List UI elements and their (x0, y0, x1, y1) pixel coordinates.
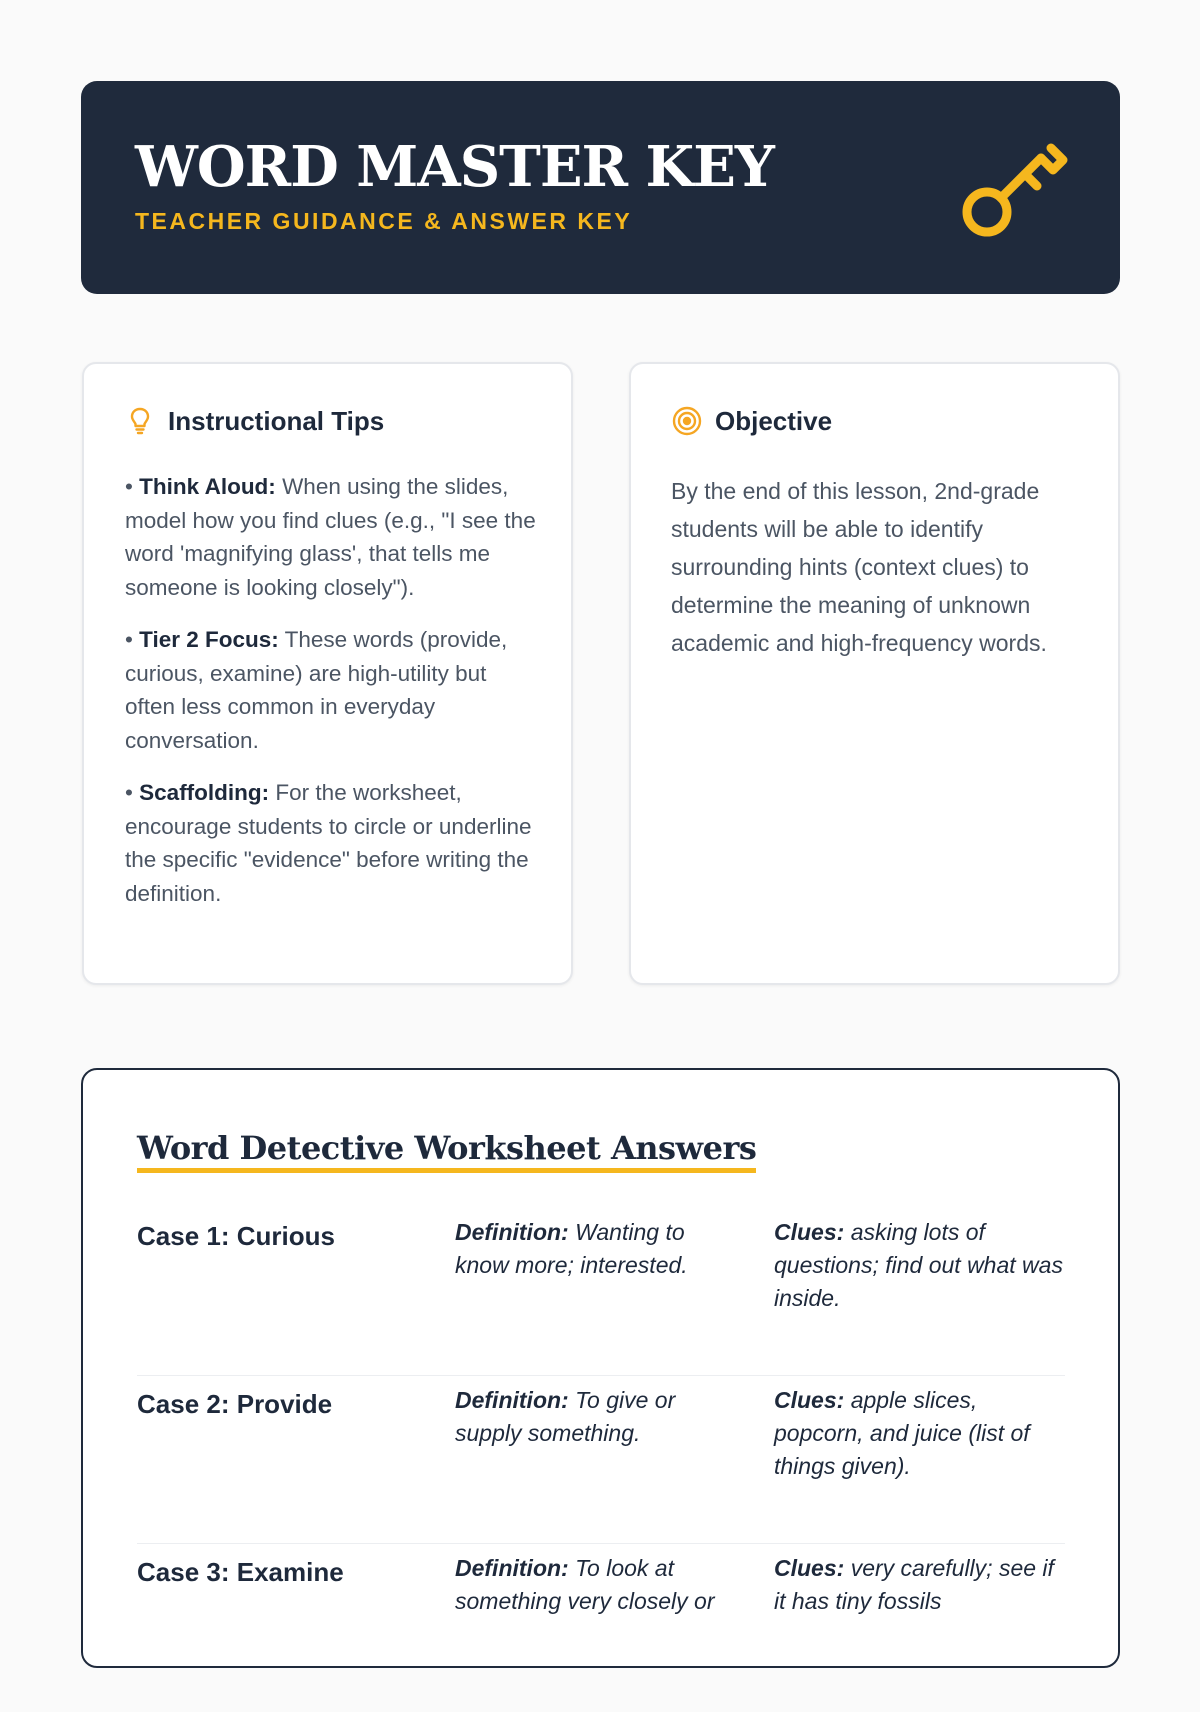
definition-text: Wanting to know more; interested. (455, 1219, 688, 1278)
page-subtitle: TEACHER GUIDANCE & ANSWER KEY (135, 208, 633, 234)
answer-row (137, 1208, 1065, 1376)
clues-label: Clues: (774, 1387, 845, 1413)
answer-row (137, 1376, 1065, 1544)
target-icon (671, 405, 703, 437)
definition-text: To give or supply something. (455, 1387, 676, 1446)
clues-label: Clues: (774, 1219, 845, 1245)
tips-card-header (124, 406, 384, 436)
key-icon (959, 133, 1069, 243)
objective-card-title: Objective (715, 406, 833, 436)
page-title: WORD MASTER KEY (135, 134, 774, 200)
case-clues (774, 1216, 1069, 1315)
tip-label: Tier 2 Focus: (139, 627, 279, 652)
worksheet-title: Word Detective Worksheet Answers (137, 1128, 756, 1173)
header-banner (81, 81, 1120, 294)
tip-bullet: • (125, 474, 133, 499)
case-name: Case 2: Provide (137, 1389, 333, 1419)
tip-bullet: • (125, 780, 133, 805)
worksheet-answer-list (137, 1208, 1065, 1712)
case-clues (774, 1552, 1069, 1618)
case-definition (455, 1384, 735, 1450)
answer-row (137, 1544, 1065, 1712)
worksheet-answers-card (81, 1068, 1120, 1668)
lightbulb-icon (124, 405, 156, 437)
clues-text: apple slices, popcorn, and juice (list of things given). (774, 1387, 1030, 1479)
instructional-tips-card (82, 362, 573, 985)
tip-text: For the worksheet, encourage students to circle or underline the specific "evidence" before writing the definition. (125, 780, 532, 906)
tip-label: Scaffolding: (139, 780, 270, 805)
definition-label: Definition: (455, 1387, 569, 1413)
tip-item (125, 470, 540, 604)
objective-card (629, 362, 1120, 985)
definition-label: Definition: (455, 1555, 569, 1581)
clues-text: asking lots of questions; find out what was inside. (774, 1219, 1063, 1311)
tip-bullet: • (125, 627, 133, 652)
tip-label: Think Aloud: (139, 474, 276, 499)
tip-item (125, 776, 540, 910)
tip-text: These words (provide, curious, examine) are high-utility but often less common in everyday conversation. (125, 627, 508, 753)
tip-text: When using the slides, model how you find clues (e.g., "I see the word 'magnifying glass', that tells me someone is looking closely"). (125, 474, 536, 600)
objective-card-header (671, 406, 832, 436)
clues-label: Clues: (774, 1555, 845, 1581)
objective-text: By the end of this lesson, 2nd-grade students will be able to identify surrounding hints (context clues) to determine the meaning of unknown academic and high-frequency words. (671, 478, 1047, 656)
case-name: Case 3: Examine (137, 1557, 344, 1587)
definition-label: Definition: (455, 1219, 569, 1245)
case-definition (455, 1216, 735, 1282)
tip-item (125, 623, 540, 757)
tips-list (125, 470, 540, 929)
case-name: Case 1: Curious (137, 1221, 335, 1251)
case-definition (455, 1552, 735, 1618)
case-clues (774, 1384, 1069, 1483)
definition-text: To look at something very closely or (455, 1555, 715, 1614)
tips-card-title: Instructional Tips (168, 406, 385, 436)
clues-text: very carefully; see if it has tiny fossils (774, 1555, 1054, 1614)
